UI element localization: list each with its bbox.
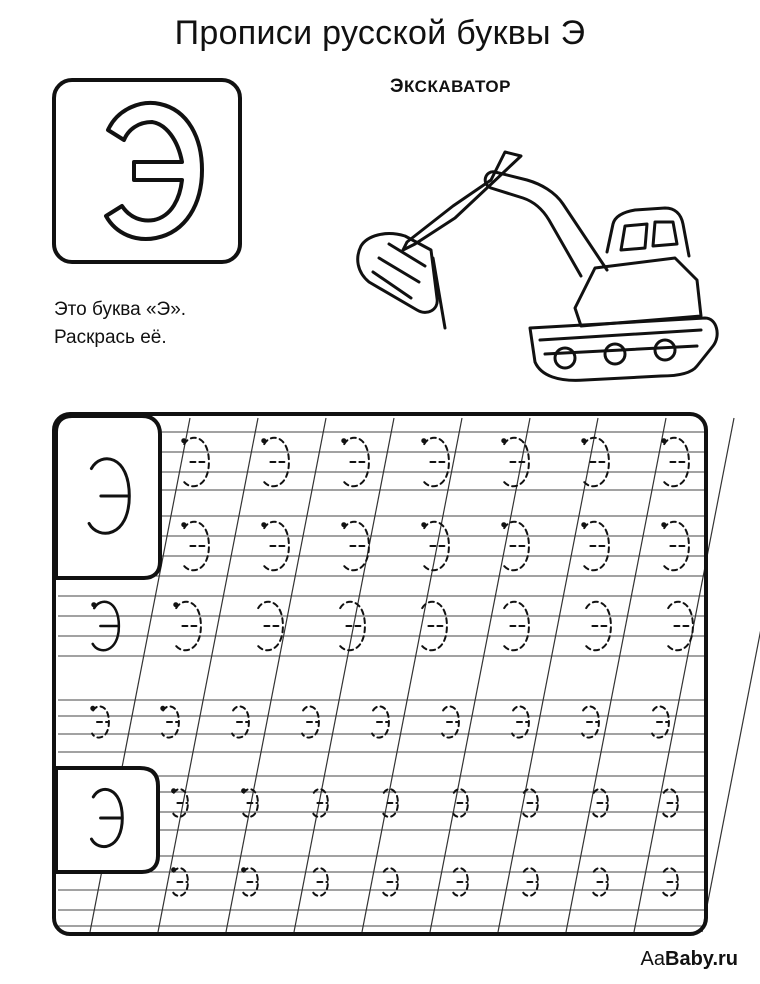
start-dot bbox=[581, 522, 586, 527]
start-dot bbox=[261, 522, 266, 527]
word-rest: КСКАВАТОР bbox=[404, 77, 511, 96]
start-dot bbox=[173, 602, 178, 607]
trace-letter bbox=[503, 602, 529, 651]
start-dot bbox=[661, 438, 666, 443]
instruction-line-2: Раскрась её. bbox=[54, 327, 167, 348]
start-dot bbox=[91, 602, 96, 607]
trace-letter bbox=[512, 706, 529, 737]
trace-letter bbox=[583, 522, 609, 571]
start-dot bbox=[421, 522, 426, 527]
start-dot bbox=[261, 438, 266, 443]
trace-letter bbox=[423, 522, 449, 571]
trace-letter bbox=[593, 789, 608, 817]
slant-line bbox=[226, 418, 326, 932]
trace-letter bbox=[343, 438, 369, 487]
trace-letter bbox=[183, 522, 209, 571]
trace-letter bbox=[175, 602, 201, 651]
trace-letter bbox=[503, 438, 529, 487]
sample-box-small bbox=[56, 768, 158, 872]
start-dot bbox=[341, 438, 346, 443]
slant-line bbox=[294, 418, 394, 932]
slant-guides bbox=[90, 418, 760, 932]
trace-letter bbox=[92, 706, 109, 737]
site-brand bbox=[641, 948, 738, 971]
slant-line bbox=[430, 418, 530, 932]
trace-letter bbox=[582, 706, 599, 737]
trace-letter bbox=[423, 438, 449, 487]
slant-line bbox=[362, 418, 462, 932]
start-dot bbox=[90, 706, 95, 711]
trace-letter bbox=[372, 706, 389, 737]
trace-letter bbox=[585, 602, 611, 651]
brand-name: Baby.ru bbox=[665, 948, 738, 970]
trace-letter bbox=[162, 706, 179, 737]
start-dot bbox=[181, 522, 186, 527]
start-dot bbox=[171, 867, 176, 872]
trace-letter bbox=[257, 602, 283, 651]
trace-letter bbox=[302, 706, 319, 737]
trace-letter bbox=[663, 789, 678, 817]
trace-letter bbox=[343, 522, 369, 571]
trace-letter bbox=[263, 522, 289, 571]
start-dot bbox=[181, 438, 186, 443]
trace-letter bbox=[442, 706, 459, 737]
slant-line bbox=[158, 418, 258, 932]
slant-line bbox=[702, 418, 760, 932]
start-dot bbox=[241, 788, 246, 793]
trace-letter bbox=[243, 789, 258, 817]
slant-line bbox=[498, 418, 598, 932]
trace-letters bbox=[90, 438, 693, 896]
page-title: Прописи русской буквы Э bbox=[174, 14, 586, 52]
start-dot bbox=[241, 867, 246, 872]
trace-letter bbox=[663, 522, 689, 571]
trace-letter bbox=[667, 602, 693, 651]
start-dot bbox=[501, 438, 506, 443]
start-dot bbox=[341, 522, 346, 527]
instruction-line-1: Это буква «Э». bbox=[54, 299, 187, 320]
start-dot bbox=[501, 522, 506, 527]
trace-letter bbox=[263, 438, 289, 487]
slant-line bbox=[634, 418, 734, 932]
trace-letter bbox=[173, 789, 188, 817]
start-dot bbox=[661, 522, 666, 527]
trace-letter bbox=[339, 602, 365, 651]
word-first-letter: Э bbox=[390, 76, 405, 97]
trace-letter bbox=[503, 522, 529, 571]
trace-letter bbox=[652, 706, 669, 737]
trace-letter bbox=[183, 438, 209, 487]
start-dot bbox=[581, 438, 586, 443]
trace-letter bbox=[93, 602, 119, 651]
trace-letter bbox=[663, 438, 689, 487]
start-dot bbox=[160, 706, 165, 711]
brand-prefix: Aa bbox=[640, 948, 666, 970]
trace-letter bbox=[232, 706, 249, 737]
start-dot bbox=[171, 788, 176, 793]
slant-line bbox=[566, 418, 666, 932]
start-dot bbox=[421, 438, 426, 443]
